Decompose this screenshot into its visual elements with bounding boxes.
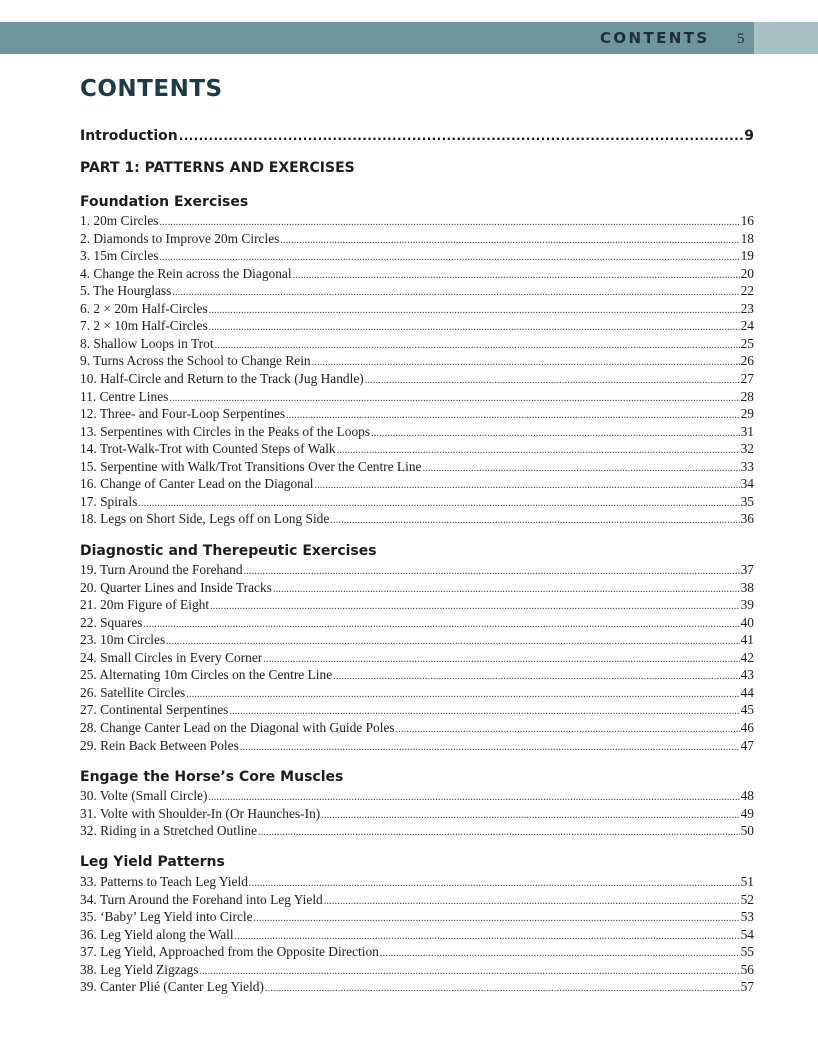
toc-entry[interactable] [80, 701, 754, 720]
dot-leader [286, 407, 739, 424]
toc-entry[interactable] [80, 579, 754, 598]
toc-entry[interactable] [80, 822, 754, 841]
toc-entry-title: 19. Turn Around the Forehand [80, 562, 243, 577]
toc-entry-title: 7. 2 × 10m Half-Circles [80, 318, 208, 334]
toc-entry[interactable] [80, 300, 754, 319]
running-header [0, 22, 818, 54]
dot-leader [209, 302, 740, 319]
dot-leader [321, 807, 739, 824]
toc-entry[interactable] [80, 873, 754, 892]
page-title: CONTENTS [80, 76, 223, 102]
toc-entry-title: 35. ‘Baby’ Leg Yield into Circle [80, 909, 253, 925]
dot-leader [330, 512, 739, 529]
toc-entry-page: 28 [740, 388, 754, 404]
toc-entry-title: 6. 2 × 20m Half-Circles [80, 300, 208, 316]
toc-entry-title: 17. Spirals [80, 493, 138, 509]
toc-entry-title: 22. Squares [80, 614, 143, 630]
toc-entry-title: 26. Satellite Circles [80, 684, 186, 700]
toc-entry[interactable] [80, 440, 754, 459]
toc-entry-page: 16 [740, 213, 754, 228]
toc-entry-page: 55 [740, 944, 754, 960]
section-heading: Diagnostic and Therepeutic Exercises [80, 543, 377, 559]
toc-entry[interactable] [80, 458, 754, 477]
running-header-page-number: 5 [737, 31, 745, 47]
dot-leader [240, 739, 740, 756]
toc-entry-page: 18 [740, 230, 754, 246]
toc-entry-page: 26 [740, 353, 754, 369]
toc-entry-title: 3. 15m Circles [80, 248, 159, 264]
toc-entry-page: 34 [740, 476, 754, 492]
dot-leader [273, 581, 740, 598]
dot-leader [179, 128, 743, 145]
dot-leader [208, 789, 739, 806]
toc-entry-title: 1. 20m Circles [80, 213, 159, 228]
toc-entry[interactable] [80, 282, 754, 301]
toc-entry-title: 25. Alternating 10m Circles on the Centre Line [80, 667, 333, 683]
toc-entry-page: 43 [740, 667, 754, 683]
toc-entry-page: 37 [740, 562, 754, 577]
toc-entry-page: 42 [740, 649, 754, 665]
toc-entry-page: 57 [740, 979, 754, 995]
toc-entry[interactable] [80, 352, 754, 371]
toc-entry[interactable] [80, 926, 754, 945]
dot-leader [159, 249, 739, 266]
toc-entry-page: 41 [740, 632, 754, 648]
toc-entry-title: 21. 20m Figure of Eight [80, 597, 210, 613]
toc-entry[interactable] [80, 737, 754, 756]
toc-entry-page: 38 [740, 579, 754, 595]
dot-leader [315, 477, 740, 494]
dot-leader [254, 910, 740, 927]
section-heading: Engage the Horse’s Core Muscles [80, 769, 344, 785]
running-header-title: CONTENTS [600, 29, 710, 47]
toc-entry[interactable] [80, 405, 754, 424]
dot-leader [215, 337, 740, 354]
toc-entry-title: 27. Continental Serpentines [80, 702, 229, 718]
toc-entry-title: 32. Riding in a Stretched Outline [80, 823, 258, 839]
toc-entry-title: 36. Leg Yield along the Wall [80, 926, 234, 942]
toc-entry[interactable] [80, 561, 754, 580]
toc-entry-title: 8. Shallow Loops in Trot [80, 335, 214, 351]
toc-entry[interactable] [80, 891, 754, 910]
toc-entry[interactable] [80, 805, 754, 824]
toc-entry[interactable] [80, 666, 754, 685]
toc-entry-title: 28. Change Canter Lead on the Diagonal with Guide Poles [80, 719, 395, 735]
dot-leader [422, 460, 739, 477]
toc-entry-page: 39 [740, 597, 754, 613]
toc-entry-title: 33. Patterns to Teach Leg Yield [80, 874, 248, 889]
toc-entry-title: 9. Turns Across the School to Change Rein [80, 353, 311, 369]
toc-entry-title: 18. Legs on Short Side, Legs off on Long Side [80, 511, 330, 527]
toc-entry-page: 32 [740, 441, 754, 457]
dot-leader [396, 721, 740, 738]
toc-entry[interactable] [80, 961, 754, 980]
toc-entry-page: 9 [744, 128, 754, 144]
dot-leader [265, 980, 740, 997]
toc-entry[interactable] [80, 423, 754, 442]
dot-leader [337, 442, 740, 459]
toc-entry-title: 4. Change the Rein across the Diagonal [80, 265, 292, 281]
toc-entry-title: 2. Diamonds to Improve 20m Circles [80, 230, 280, 246]
toc-entry-page: 23 [740, 300, 754, 316]
dot-leader [200, 963, 740, 980]
toc-entry-title: 24. Small Circles in Every Corner [80, 649, 263, 665]
toc-entry[interactable] [80, 247, 754, 266]
dot-leader [172, 284, 739, 301]
dot-leader [186, 686, 739, 703]
toc-entry-title: 14. Trot-Walk-Trot with Counted Steps of Walk [80, 441, 336, 457]
toc-entry-page: 36 [740, 511, 754, 527]
toc-entry-page: 35 [740, 493, 754, 509]
dot-leader [371, 425, 740, 442]
dot-leader [380, 945, 740, 962]
toc-entry-page: 25 [740, 335, 754, 351]
toc-entry-title: 13. Serpentines with Circles in the Peaks of the Loops [80, 423, 371, 439]
toc-entry[interactable] [80, 230, 754, 249]
toc-entry-page: 49 [740, 805, 754, 821]
part-heading: PART 1: PATTERNS AND EXERCISES [80, 160, 355, 176]
dot-leader [229, 703, 739, 720]
toc-entry-page: 19 [740, 248, 754, 264]
dot-leader [263, 651, 739, 668]
dot-leader [143, 616, 739, 633]
toc-entry[interactable] [80, 335, 754, 354]
toc-entry-page: 27 [740, 370, 754, 386]
toc-entry-page: 48 [740, 788, 754, 803]
toc-entry-page: 33 [740, 458, 754, 474]
dot-leader [280, 232, 739, 249]
toc-entry-page: 40 [740, 614, 754, 630]
toc-entry-title: 38. Leg Yield Zigzags [80, 961, 199, 977]
toc-entry-page: 50 [740, 823, 754, 839]
toc-entry[interactable] [80, 317, 754, 336]
dot-leader [210, 598, 740, 615]
toc-entry-page: 51 [740, 874, 754, 889]
toc-entry-title: 34. Turn Around the Forehand into Leg Yield [80, 891, 323, 907]
dot-leader [209, 319, 740, 336]
toc-entry-title: 37. Leg Yield, Approached from the Opposite Direction [80, 944, 379, 960]
section-heading: Leg Yield Patterns [80, 854, 225, 870]
running-header-tab [754, 22, 818, 54]
dot-leader [166, 633, 739, 650]
toc-entry-title: 11. Centre Lines [80, 388, 169, 404]
toc-entry-page: 24 [740, 318, 754, 334]
toc-entry-page: 54 [740, 926, 754, 942]
toc-entry-title: 23. 10m Circles [80, 632, 166, 648]
toc-entry-page: 44 [740, 684, 754, 700]
toc-entry[interactable] [80, 475, 754, 494]
toc-entry[interactable] [80, 614, 754, 633]
toc-entry-page: 52 [740, 891, 754, 907]
toc-entry-page: 53 [740, 909, 754, 925]
toc-entry[interactable] [80, 943, 754, 962]
toc-entry[interactable] [80, 493, 754, 512]
dot-leader [169, 390, 739, 407]
toc-entry[interactable] [80, 684, 754, 703]
toc-entry-page: 20 [740, 265, 754, 281]
dot-leader [235, 928, 740, 945]
toc-entry[interactable] [80, 596, 754, 615]
toc-entry[interactable] [80, 787, 754, 806]
toc-entry[interactable] [80, 370, 754, 389]
toc-entry-title: 30. Volte (Small Circle) [80, 788, 208, 803]
dot-leader [249, 875, 740, 892]
toc-entry-title: 20. Quarter Lines and Inside Tracks [80, 579, 272, 595]
dot-leader [244, 563, 740, 580]
toc-entry-title: 31. Volte with Shoulder-In (Or Haunches-In) [80, 805, 321, 821]
toc-entry[interactable] [80, 719, 754, 738]
toc-entry-page: 47 [740, 737, 754, 753]
toc-entry-page: 29 [740, 406, 754, 422]
dot-leader [138, 495, 739, 512]
toc-entry-title: 12. Three- and Four-Loop Serpentines [80, 406, 286, 422]
toc-entry-title: 15. Serpentine with Walk/Trot Transitions Over the Centre Line [80, 458, 422, 474]
toc-entry-title: 29. Rein Back Between Poles [80, 737, 239, 753]
toc-entry[interactable] [80, 908, 754, 927]
toc-entry[interactable] [80, 631, 754, 650]
toc-entry-title: 16. Change of Canter Lead on the Diagonal [80, 476, 314, 492]
toc-entry-title: 10. Half-Circle and Return to the Track (Jug Handle) [80, 370, 364, 386]
dot-leader [258, 824, 740, 841]
toc-entry-title: 5. The Hourglass [80, 283, 172, 299]
section-heading: Foundation Exercises [80, 194, 249, 210]
toc-entry-title: Introduction [80, 128, 178, 144]
toc-entry[interactable] [80, 978, 754, 997]
dot-leader [324, 893, 740, 910]
toc-entry-page: 31 [740, 423, 754, 439]
toc-entry-title: 39. Canter Plié (Canter Leg Yield) [80, 979, 264, 995]
toc-entry-page: 56 [740, 961, 754, 977]
toc-entry-page: 45 [740, 702, 754, 718]
toc-introduction[interactable] [80, 128, 754, 145]
dot-leader [365, 372, 740, 389]
dot-leader [293, 267, 740, 284]
dot-leader [159, 214, 739, 231]
toc-entry-page: 22 [740, 283, 754, 299]
toc-entry-page: 46 [740, 719, 754, 735]
dot-leader [333, 668, 739, 685]
dot-leader [312, 354, 740, 371]
toc-entry[interactable] [80, 388, 754, 407]
toc-entry[interactable] [80, 510, 754, 529]
toc-entry[interactable] [80, 212, 754, 231]
toc-entry[interactable] [80, 265, 754, 284]
toc-entry[interactable] [80, 649, 754, 668]
